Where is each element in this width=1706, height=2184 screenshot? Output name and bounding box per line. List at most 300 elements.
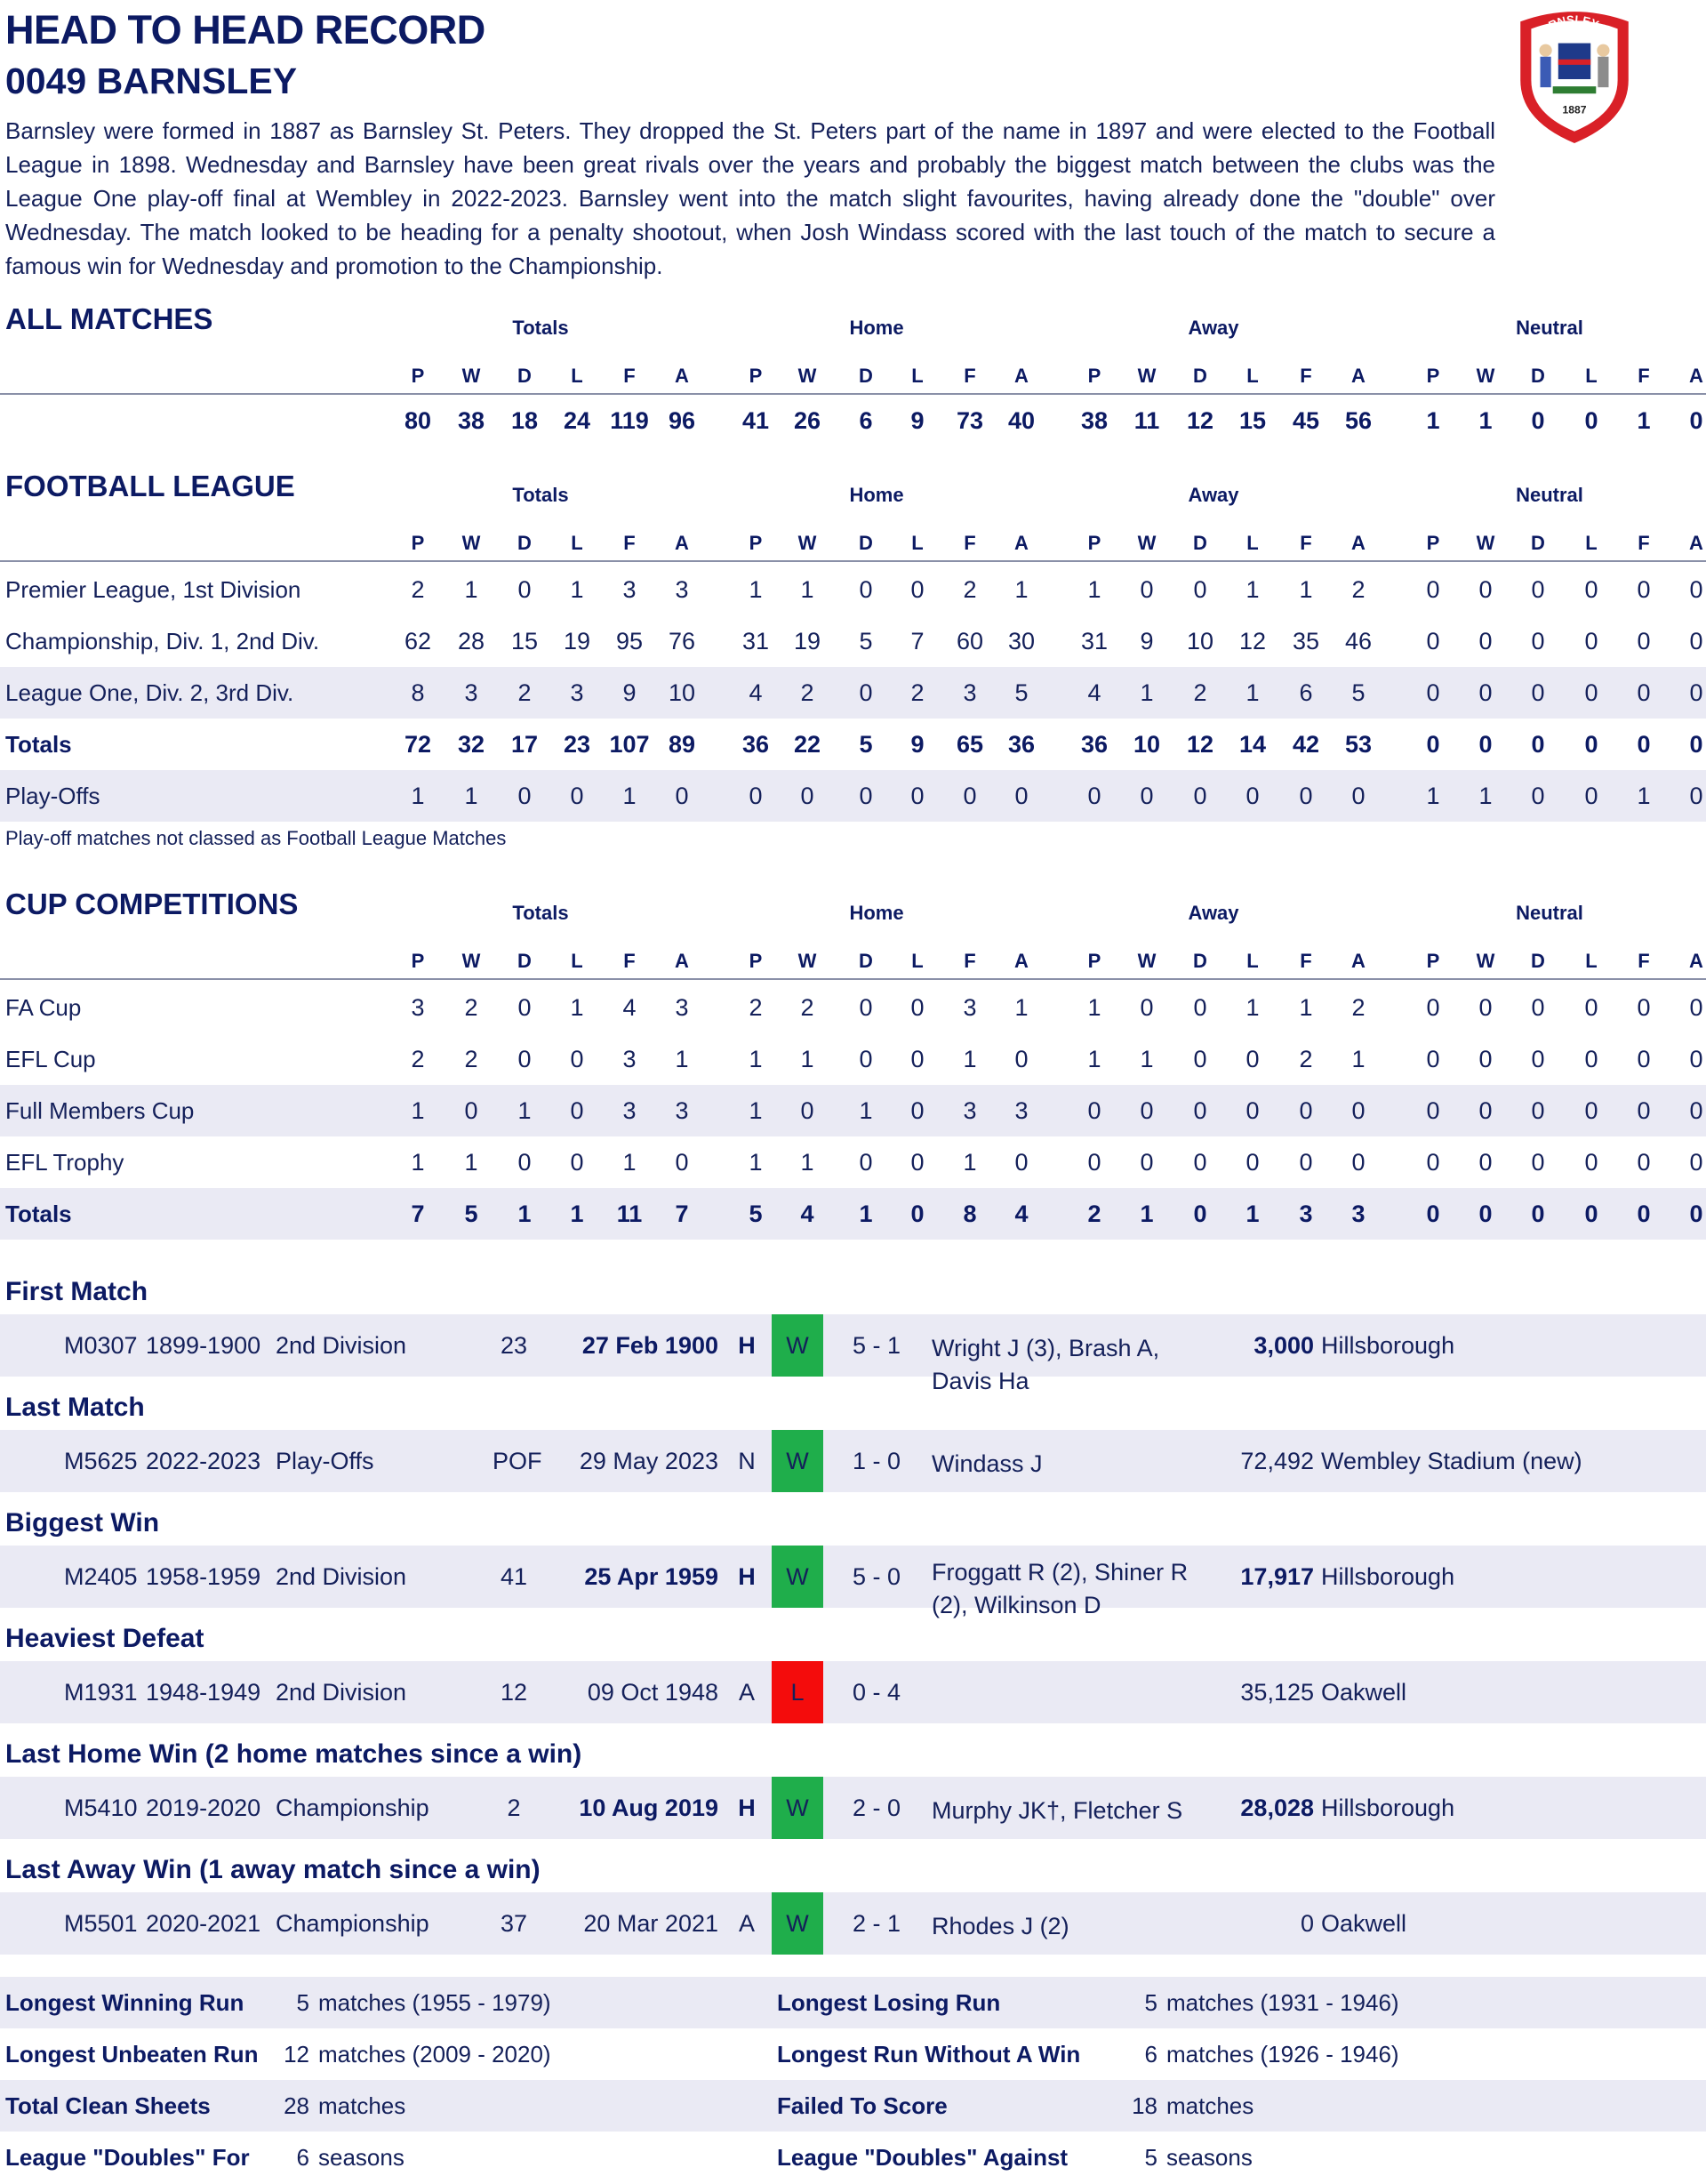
table-cell: 0 [1531, 731, 1545, 758]
table-cell: 0 [1478, 1046, 1493, 1072]
table-cell: 0 [1087, 1149, 1101, 1176]
match-title: First Match [5, 1277, 148, 1306]
match-row[interactable] [0, 1314, 1706, 1394]
table-cell: 1 [1087, 1046, 1101, 1072]
column-header: P [1426, 532, 1440, 554]
section-title: FOOTBALL LEAGUE [5, 470, 295, 502]
table-cell: 1 [1245, 994, 1260, 1021]
table-cell: 0 [1531, 994, 1545, 1021]
column-header: D [859, 950, 873, 972]
match-title: Biggest Win [5, 1508, 160, 1538]
table-cell: 1 [963, 1149, 977, 1176]
result-badge: W [772, 1546, 823, 1608]
table-cell: 0 [1193, 994, 1207, 1021]
column-header: W [1137, 365, 1157, 387]
table-cell: 0 [1014, 1149, 1029, 1176]
table-cell: 45 [1292, 407, 1320, 434]
column-header: W [797, 532, 817, 554]
group-label: Home [849, 902, 904, 924]
table-cell: 3 [411, 994, 425, 1021]
table-cell: 0 [1689, 1149, 1703, 1176]
table-cell: 3 [622, 576, 637, 603]
table-cell: 5 [464, 1200, 478, 1227]
column-header: F [1300, 532, 1312, 554]
stat-label: League "Doubles" Against [777, 2144, 1069, 2171]
match-id: M5410 [64, 1795, 138, 1821]
table-cell: 2 [963, 576, 977, 603]
match-date: 29 May 2023 [579, 1448, 718, 1474]
table-cell: 4 [1087, 679, 1101, 706]
table-cell: 3 [675, 1097, 689, 1124]
scorers: Windass J [932, 1450, 1043, 1477]
table-row [0, 615, 1706, 667]
table-cell: 0 [1478, 731, 1493, 758]
season: 2019-2020 [146, 1795, 261, 1821]
result-badge: W [772, 1430, 823, 1492]
table-row [0, 1188, 1706, 1240]
table-cell: 76 [668, 628, 696, 654]
club-name: 0049 BARNSLEY [5, 60, 298, 101]
match-date: 09 Oct 1948 [587, 1679, 718, 1706]
table-cell: 0 [1689, 628, 1703, 654]
column-header: W [797, 950, 817, 972]
table-cell: 0 [570, 1097, 584, 1124]
table-cell: 1 [1087, 576, 1101, 603]
table-cell: 1 [1014, 994, 1029, 1021]
stat-row [0, 1977, 1706, 2028]
table-row [0, 770, 1706, 822]
column-header: L [911, 365, 924, 387]
table-cell: 0 [570, 783, 584, 809]
table-cell: 0 [859, 679, 873, 706]
table-cell: 0 [517, 576, 532, 603]
column-header: D [1531, 532, 1545, 554]
table-cell: 0 [749, 783, 763, 809]
column-header: D [859, 532, 873, 554]
match-date: 27 Feb 1900 [581, 1332, 718, 1359]
table-cell: 0 [1689, 1097, 1703, 1124]
table-cell: 0 [1637, 628, 1651, 654]
table-cell: 3 [963, 679, 977, 706]
table-cell: 4 [749, 679, 763, 706]
barnsley-crest-logo [1502, 4, 1646, 148]
table-cell: 0 [1531, 628, 1545, 654]
row-label: Play-Offs [5, 783, 100, 809]
table-cell: 38 [1080, 407, 1109, 434]
table-cell: 0 [517, 1046, 532, 1072]
result-badge: W [772, 1314, 823, 1377]
attendance: 28,028 [1240, 1795, 1314, 1821]
column-header: D [1531, 365, 1545, 387]
table-cell: 6 [1299, 679, 1313, 706]
table-cell: 1 [1637, 407, 1651, 434]
table-cell: 9 [1140, 628, 1154, 654]
table-cell: 1 [1426, 407, 1440, 434]
competition: 2nd Division [276, 1332, 407, 1359]
ground: Oakwell [1321, 1679, 1407, 1706]
round: 12 [500, 1679, 528, 1706]
column-header: P [1426, 365, 1440, 387]
table-cell: 0 [1689, 407, 1703, 434]
column-header: D [1193, 532, 1207, 554]
table-cell: 0 [1637, 1097, 1651, 1124]
table-cell: 15 [510, 628, 539, 654]
table-cell: 0 [1245, 1097, 1260, 1124]
column-header: A [1689, 532, 1703, 554]
table-cell: 73 [956, 407, 984, 434]
table-row [0, 667, 1706, 719]
round: 2 [507, 1795, 521, 1821]
table-cell: 1 [411, 1097, 425, 1124]
competition: Championship [276, 1910, 429, 1937]
table-cell: 4 [800, 1200, 814, 1227]
table-cell: 0 [1245, 1046, 1260, 1072]
table-cell: 7 [411, 1200, 425, 1227]
stat-row [0, 2028, 1706, 2080]
table-cell: 0 [1140, 1149, 1154, 1176]
column-header: A [1014, 532, 1029, 554]
column-header-row [0, 525, 1706, 562]
scorers: Murphy JK†, Fletcher S [932, 1797, 1183, 1824]
column-header: D [859, 365, 873, 387]
table-cell: 95 [615, 628, 644, 654]
competition: Championship [276, 1795, 429, 1821]
group-label: Away [1188, 484, 1239, 506]
table-cell: 1 [859, 1200, 873, 1227]
table-cell: 0 [1478, 576, 1493, 603]
column-header: D [517, 950, 532, 972]
table-cell: 1 [859, 1097, 873, 1124]
match-id: M2405 [64, 1563, 138, 1590]
column-header: W [461, 365, 481, 387]
table-cell: 1 [1299, 576, 1313, 603]
table-cell: 0 [1584, 1200, 1598, 1227]
table-cell: 1 [675, 1046, 689, 1072]
table-cell: 0 [1478, 1149, 1493, 1176]
table-row [0, 564, 1706, 615]
table-cell: 19 [793, 628, 821, 654]
table-cell: 2 [749, 994, 763, 1021]
table-cell: 0 [1689, 1046, 1703, 1072]
column-header: L [571, 950, 583, 972]
table-cell: 7 [675, 1200, 689, 1227]
table-cell: 3 [963, 994, 977, 1021]
table-cell: 0 [800, 783, 814, 809]
table-cell: 0 [1531, 1149, 1545, 1176]
season: 2020-2021 [146, 1910, 261, 1937]
column-header: F [1638, 532, 1650, 554]
table-cell: 60 [956, 628, 984, 654]
table-cell: 1 [800, 1046, 814, 1072]
table-cell: 0 [1193, 783, 1207, 809]
row-label: Championship, Div. 1, 2nd Div. [5, 628, 320, 654]
venue: N [738, 1448, 756, 1474]
table-cell: 19 [563, 628, 591, 654]
table-cell: 15 [1238, 407, 1267, 434]
table-cell: 0 [963, 783, 977, 809]
table-cell: 1 [800, 1149, 814, 1176]
table-cell: 0 [517, 994, 532, 1021]
table-cell: 6 [859, 407, 873, 434]
scorers: Wright J (3), Brash A, Davis Ha [932, 1335, 1160, 1394]
column-header: L [1585, 365, 1598, 387]
table-cell: 2 [1351, 994, 1366, 1021]
table-cell: 0 [910, 783, 925, 809]
table-cell: 0 [1014, 1046, 1029, 1072]
column-header: A [675, 950, 689, 972]
group-label: Neutral [1516, 317, 1583, 339]
column-header: L [1585, 532, 1598, 554]
table-cell: 0 [1426, 1149, 1440, 1176]
ground: Hillsborough [1321, 1332, 1455, 1359]
table-cell: 0 [1140, 1097, 1154, 1124]
score: 5 - 0 [852, 1563, 901, 1590]
match-id: M0307 [64, 1332, 138, 1359]
attendance: 35,125 [1240, 1679, 1314, 1706]
table-cell: 0 [1426, 731, 1440, 758]
row-label: Totals [5, 731, 72, 758]
table-cell: 9 [622, 679, 637, 706]
table-cell: 35 [1292, 628, 1320, 654]
stat-label: Total Clean Sheets [5, 2092, 211, 2119]
table-cell: 5 [1014, 679, 1029, 706]
row-label: FA Cup [5, 994, 82, 1021]
table-cell: 1 [411, 1149, 425, 1176]
row-label: EFL Trophy [5, 1149, 124, 1176]
table-cell: 1 [1245, 576, 1260, 603]
match-row[interactable] [0, 1661, 1706, 1723]
column-header-row [0, 943, 1706, 980]
table-cell: 36 [1080, 731, 1109, 758]
column-header: A [1689, 365, 1703, 387]
column-header: P [1087, 365, 1101, 387]
match-title: Heaviest Defeat [5, 1624, 204, 1653]
column-header: F [1638, 950, 1650, 972]
table-cell: 18 [510, 407, 539, 434]
table-cell: 56 [1344, 407, 1373, 434]
attendance: 3,000 [1253, 1332, 1314, 1359]
table-cell: 3 [622, 1046, 637, 1072]
match-date: 10 Aug 2019 [579, 1795, 718, 1821]
table-cell: 0 [859, 1149, 873, 1176]
venue: H [738, 1795, 756, 1821]
table-cell: 0 [1637, 731, 1651, 758]
column-header: F [964, 950, 976, 972]
table-cell: 0 [859, 783, 873, 809]
table-cell: 0 [1426, 628, 1440, 654]
table-cell: 0 [1426, 1097, 1440, 1124]
score: 2 - 1 [852, 1910, 901, 1937]
table-row [0, 982, 1706, 1033]
venue: H [738, 1563, 756, 1590]
venue: A [738, 1910, 755, 1937]
table-cell: 0 [1193, 1149, 1207, 1176]
match-row[interactable] [0, 1892, 1706, 1955]
table-cell: 0 [675, 783, 689, 809]
column-header: A [1351, 365, 1366, 387]
score: 0 - 4 [852, 1679, 901, 1706]
column-header: W [1137, 532, 1157, 554]
column-header: L [571, 532, 583, 554]
table-cell: 3 [675, 994, 689, 1021]
column-header: P [1087, 532, 1101, 554]
stat-text: matches (1931 - 1946) [1166, 1989, 1399, 2016]
round: 41 [500, 1563, 528, 1590]
group-label: Away [1188, 317, 1239, 339]
table-cell: 1 [464, 1149, 478, 1176]
club-intro: Barnsley were formed in 1887 as Barnsley St. Peters. They dropped the St. Peters part of the name in 1897 and were elected to the Football League in 1898. Wednesday and Barnsley have been great rivals over the years and probably the biggest match between the clubs was the League One play-off final at Wembley in 2022-2023. Barnsley went into the match slight favourites, having already done the "double" over Wednesday. The match looked to be heading for a penalty shootout, when Josh Windass scored with the last touch of the match to secure a famous win for Wednesday and promotion to the Championship. [5, 117, 1495, 279]
match-row[interactable] [0, 1777, 1706, 1839]
table-cell: 0 [910, 576, 925, 603]
table-cell: 0 [1584, 679, 1598, 706]
table-cell: 0 [1531, 1200, 1545, 1227]
column-header: F [1300, 950, 1312, 972]
table-cell: 9 [910, 407, 925, 434]
table-cell: 0 [1689, 679, 1703, 706]
column-header: A [1351, 532, 1366, 554]
table-cell: 0 [1689, 1200, 1703, 1227]
table-cell: 0 [910, 1149, 925, 1176]
table-cell: 0 [1140, 576, 1154, 603]
table-cell: 0 [1637, 679, 1651, 706]
table-cell: 0 [1637, 1149, 1651, 1176]
stat-row [0, 2080, 1706, 2132]
table-cell: 36 [1007, 731, 1036, 758]
ground: Hillsborough [1321, 1795, 1455, 1821]
table-cell: 0 [1087, 783, 1101, 809]
column-header: W [461, 950, 481, 972]
table-cell: 1 [1426, 783, 1440, 809]
table-cell: 2 [411, 576, 425, 603]
row-label: Full Members Cup [5, 1097, 195, 1124]
table-cell: 0 [1478, 628, 1493, 654]
table-cell: 0 [1637, 576, 1651, 603]
venue: A [738, 1679, 755, 1706]
table-cell: 3 [1299, 1200, 1313, 1227]
column-header: P [411, 532, 425, 554]
table-cell: 31 [1080, 628, 1109, 654]
column-header: W [797, 365, 817, 387]
table-cell: 0 [1637, 1046, 1651, 1072]
table-cell: 2 [1351, 576, 1366, 603]
table-cell: 1 [1087, 994, 1101, 1021]
column-header: F [1638, 365, 1650, 387]
page-title: HEAD TO HEAD RECORD [5, 7, 485, 52]
round: POF [493, 1448, 542, 1474]
logo-year: 1887 [1562, 103, 1587, 116]
table-row [0, 395, 1706, 446]
table-cell: 1 [1637, 783, 1651, 809]
table-cell: 1 [411, 783, 425, 809]
table-cell: 0 [1584, 783, 1598, 809]
match-title: Last Home Win (2 home matches since a win) [5, 1739, 582, 1769]
column-header: W [1137, 950, 1157, 972]
stat-text: seasons [1166, 2144, 1253, 2171]
table-cell: 89 [668, 731, 696, 758]
table-cell: 0 [1584, 407, 1598, 434]
table-cell: 3 [464, 679, 478, 706]
table-cell: 0 [1245, 783, 1260, 809]
table-cell: 0 [1426, 1200, 1440, 1227]
table-row [0, 1136, 1706, 1188]
table-cell: 2 [800, 679, 814, 706]
table-cell: 53 [1344, 731, 1373, 758]
column-header: A [1351, 950, 1366, 972]
table-cell: 32 [457, 731, 485, 758]
table-cell: 0 [859, 1046, 873, 1072]
table-cell: 1 [963, 1046, 977, 1072]
table-cell: 5 [859, 628, 873, 654]
table-cell: 0 [1637, 1200, 1651, 1227]
table-cell: 72 [404, 731, 432, 758]
table-cell: 8 [411, 679, 425, 706]
table-cell: 1 [570, 576, 584, 603]
match-row[interactable] [0, 1546, 1706, 1618]
table-cell: 1 [1478, 783, 1493, 809]
table-cell: 0 [1584, 731, 1598, 758]
table-cell: 3 [1014, 1097, 1029, 1124]
column-header: P [411, 365, 425, 387]
group-label: Neutral [1516, 902, 1583, 924]
stat-value: 5 [296, 1989, 309, 2016]
stat-text: matches (2009 - 2020) [318, 2041, 551, 2068]
group-label: Away [1188, 902, 1239, 924]
match-row[interactable] [0, 1430, 1706, 1492]
column-header: D [517, 532, 532, 554]
table-cell: 0 [1584, 1097, 1598, 1124]
stat-text: matches (1926 - 1946) [1166, 2041, 1399, 2068]
table-cell: 0 [1140, 783, 1154, 809]
table-cell: 1 [622, 1149, 637, 1176]
table-cell: 0 [1478, 679, 1493, 706]
table-cell: 5 [859, 731, 873, 758]
table-cell: 2 [464, 1046, 478, 1072]
stat-value: 28 [284, 2092, 309, 2119]
competition: 2nd Division [276, 1563, 407, 1590]
table-cell: 0 [464, 1097, 478, 1124]
table-cell: 96 [668, 407, 696, 434]
match-id: M1931 [64, 1679, 138, 1706]
table-cell: 3 [1351, 1200, 1366, 1227]
round: 37 [500, 1910, 528, 1937]
table-cell: 0 [800, 1097, 814, 1124]
column-header: L [1246, 950, 1259, 972]
table-cell: 26 [793, 407, 821, 434]
column-header: A [675, 365, 689, 387]
table-cell: 2 [464, 994, 478, 1021]
score: 2 - 0 [852, 1795, 901, 1821]
column-header: W [1476, 365, 1495, 387]
table-cell: 10 [1133, 731, 1161, 758]
table-cell: 62 [404, 628, 432, 654]
row-label: Premier League, 1st Division [5, 576, 301, 603]
table-cell: 0 [1689, 783, 1703, 809]
table-cell: 0 [910, 1097, 925, 1124]
table-cell: 24 [563, 407, 591, 434]
match-title: Last Away Win (1 away match since a win) [5, 1855, 541, 1884]
table-cell: 0 [1193, 576, 1207, 603]
table-cell: 107 [609, 731, 650, 758]
table-cell: 1 [570, 994, 584, 1021]
table-cell: 3 [622, 1097, 637, 1124]
table-cell: 0 [1478, 1200, 1493, 1227]
round: 23 [500, 1332, 528, 1359]
table-cell: 23 [563, 731, 591, 758]
table-cell: 30 [1007, 628, 1036, 654]
table-cell: 0 [1531, 783, 1545, 809]
table-cell: 4 [1014, 1200, 1029, 1227]
column-header: L [1246, 365, 1259, 387]
